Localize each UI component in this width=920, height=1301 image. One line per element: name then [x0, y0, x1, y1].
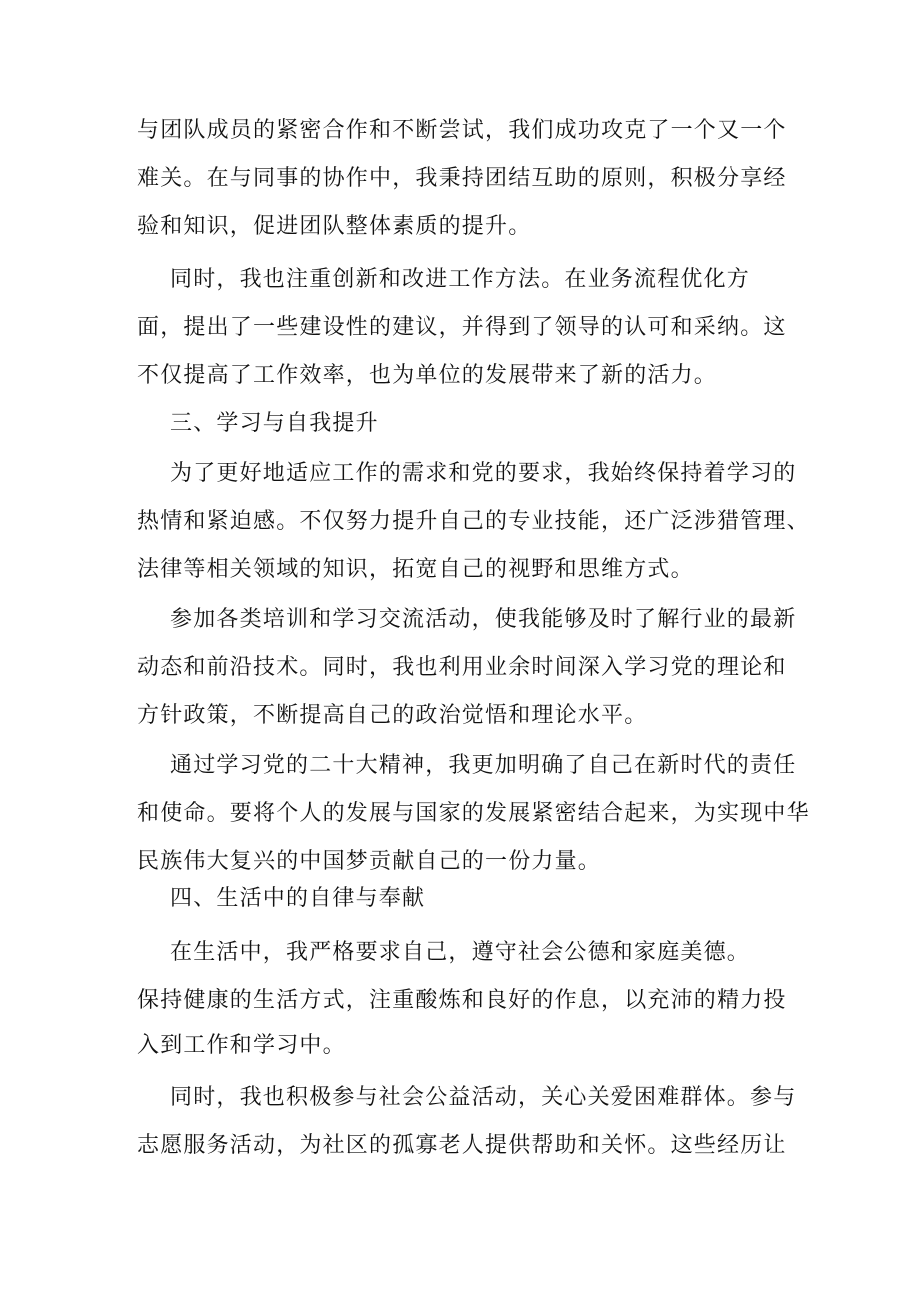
text-line: 方针政策，不断提高自己的政治觉悟和理论水平。 [137, 703, 648, 728]
text-line: 民族伟大复兴的中国梦贡献自己的一份力量。 [137, 849, 602, 874]
text-line: 志愿服务活动，为社区的孤寡老人提供帮助和关怀。这些经历让 [137, 1133, 787, 1158]
text-line: 同时，我也注重创新和改进工作方法。在业务流程优化方 [170, 267, 751, 292]
text-line: 和使命。要将个人的发展与国家的发展紧密结合起来，为实现中华 [137, 801, 810, 826]
text-line: 为了更好地适应工作的需求和党的要求，我始终保持着学习的 [170, 461, 797, 486]
text-line: 通过学习党的二十大精神，我更加明确了自己在新时代的责任 [170, 753, 797, 778]
text-line: 不仅提高了工作效率，也为单位的发展带来了新的活力。 [137, 363, 718, 388]
text-line: 参加各类培训和学习交流活动，使我能够及时了解行业的最新 [170, 607, 797, 632]
text-line: 保持健康的生活方式，注重酸炼和良好的作息，以充沛的精力投 [137, 988, 787, 1013]
text-line: 验和知识，促进团队整体素质的提升。 [137, 214, 532, 239]
text-line: 在生活中，我严格要求自己，遵守社会公德和家庭美德。 [170, 940, 751, 965]
text-line: 法律等相关领域的知识，拓宽自己的视野和思维方式。 [137, 557, 694, 582]
text-line: 与团队成员的紧密合作和不断尝试，我们成功攻克了一个又一个 [137, 118, 787, 143]
text-line: 动态和前沿技术。同时，我也利用业余时间深入学习党的理论和 [137, 655, 787, 680]
text-line: 热情和紧迫感。不仅努力提升自己的专业技能，还广泛涉猎管理、 [137, 509, 810, 534]
text-line: 入到工作和学习中。 [137, 1033, 346, 1058]
text-line: 同时，我也积极参与社会公益活动，关心关爱困难群体。参与 [170, 1085, 797, 1110]
section-heading: 三、学习与自我提升 [170, 411, 379, 436]
text-line: 面，提出了一些建设性的建议，并得到了领导的认可和采纳。这 [137, 315, 787, 340]
section-heading: 四、生活中的自律与奉献 [170, 886, 426, 911]
text-line: 难关。在与同事的协作中，我秉持团结互助的原则，积极分享经 [137, 166, 787, 191]
